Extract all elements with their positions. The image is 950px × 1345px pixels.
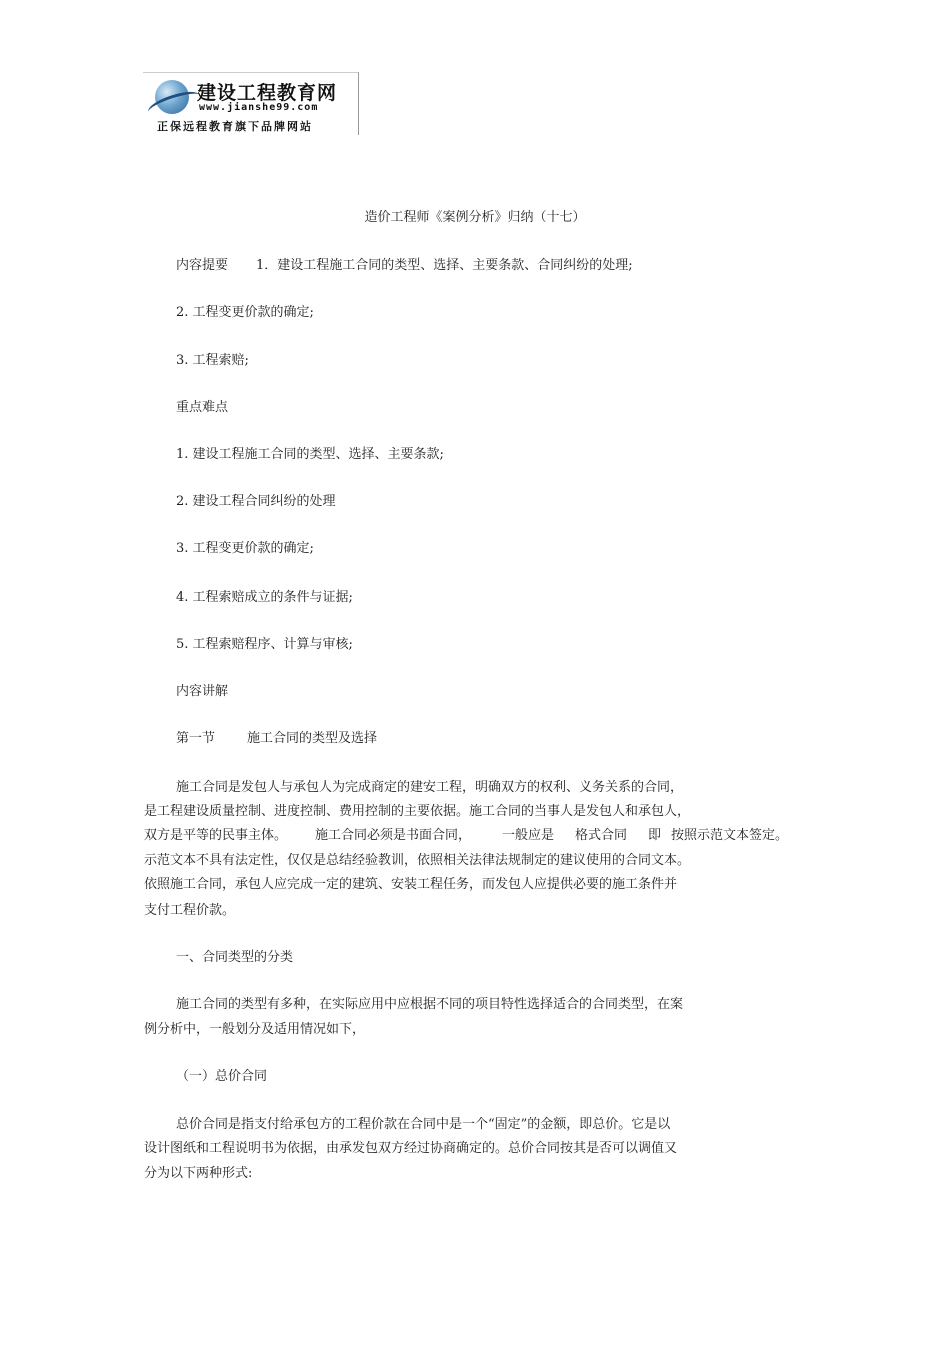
section-label: 第一节	[176, 731, 216, 746]
paragraph-line: 施工合同的类型有多种，在实际应用中应根据不同的项目特性选择适合的合同类型，在案	[176, 997, 684, 1012]
sub-heading: 一、合同类型的分类	[176, 950, 294, 965]
paragraph-line-part: 按照示范文本签定。	[671, 828, 789, 843]
paragraph-line: 依照施工合同，承包人应完成一定的建筑、安装工程任务，而发包人应提供必要的施工条件并	[144, 877, 678, 892]
paragraph-line: 支付工程价款。	[144, 903, 236, 918]
document-title: 造价工程师《案例分析》归纳（十七）	[364, 210, 586, 225]
summary-item-1: 1．建设工程施工合同的类型、选择、主要条款、合同纠纷的处理;	[256, 258, 633, 273]
summary-item-2: 2. 工程变更价款的确定;	[176, 305, 314, 320]
paragraph-line: 设计图纸和工程说明书为依据，由承发包双方经过协商确定的。总价合同按其是否可以调值又	[144, 1141, 678, 1156]
paragraph-line: 例分析中，一般划分及适用情况如下，	[144, 1022, 366, 1037]
summary-item-3: 3. 工程索赔;	[176, 353, 249, 368]
paragraph-line-part: 一般应是	[502, 828, 555, 843]
paragraph-line-part: 双方是平等的民事主体。	[144, 828, 288, 843]
paragraph-line: 总价合同是指支付给承包方的工程价款在合同中是一个“固定”的金额，即总价。它是以	[176, 1117, 671, 1132]
logo-title: 建设工程教育网	[197, 82, 338, 104]
paragraph-line: 示范文本不具有法定性，仅仅是总结经验教训，依照相关法律法规制定的建议使用的合同文本。	[144, 853, 691, 868]
key-points-heading: 重点难点	[176, 400, 229, 415]
paragraph-line: 施工合同是发包人与承包人为完成商定的建安工程，明确双方的权利、义务关系的合同，	[176, 780, 684, 795]
site-logo	[143, 72, 359, 135]
summary-label: 内容提要	[176, 258, 229, 273]
sub-heading: （一）总价合同	[176, 1069, 268, 1084]
explain-heading: 内容讲解	[176, 684, 229, 699]
key-point-item: 3. 工程变更价款的确定;	[176, 541, 314, 556]
paragraph-line: 是工程建设质量控制、进度控制、费用控制的主要依据。施工合同的当事人是发包人和承包人，	[144, 804, 691, 819]
key-point-item: 2. 建设工程合同纠纷的处理	[176, 494, 336, 509]
key-point-item: 5. 工程索赔程序、计算与审核;	[176, 637, 353, 652]
logo-url: www.jianshe99.com	[199, 102, 319, 113]
paragraph-line-part: 施工合同必须是书面合同，	[315, 828, 472, 843]
section-title: 施工合同的类型及选择	[247, 731, 378, 746]
paragraph-line-part: 即	[648, 828, 662, 843]
paragraph-line: 分为以下两种形式:	[144, 1166, 253, 1181]
logo-slogan: 正保远程教育旗下品牌网站	[157, 120, 313, 133]
paragraph-line-part: 格式合同	[575, 828, 628, 843]
key-point-item: 1. 建设工程施工合同的类型、选择、主要条款;	[176, 447, 444, 462]
key-point-item: 4. 工程索赔成立的条件与证据;	[176, 590, 353, 605]
